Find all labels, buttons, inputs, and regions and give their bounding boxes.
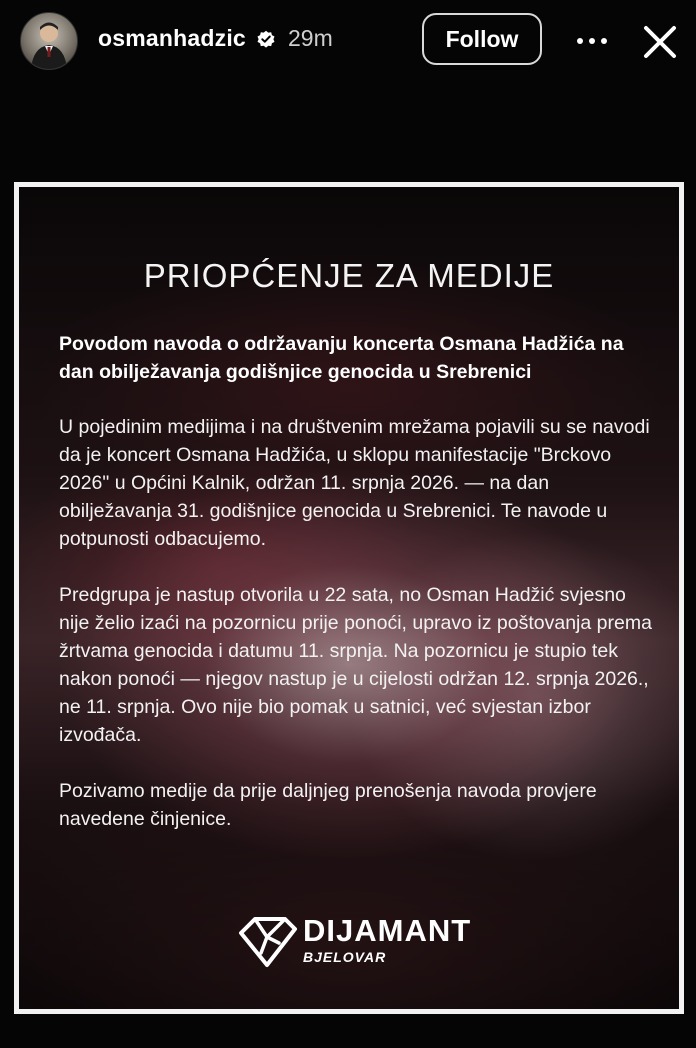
avatar-portrait-icon	[21, 13, 77, 69]
press-release-paragraph: Predgrupa je nastup otvorila u 22 sata, no Osman Hadžić svjesno nije želio izaći na pozornicu prije ponoći, upravo iz poštovanja prema žrtvama genocida i datumu 11. srpnja. Na pozornicu je stupio tek nakon ponoći — njegov nastup je u cijelosti održan 12. srpnja 2026., ne 11. srpnja. Ovo nije bio pomak u satnici, već svjestan izbor izvođača.	[59, 584, 652, 746]
brand-name: DIJAMANT	[303, 913, 472, 948]
press-release-subtitle: Povodom navoda o održavanju koncerta Osmana Hadžića na dan obilježavanja godišnjice genocida u Srebrenici	[59, 333, 624, 383]
close-icon[interactable]	[638, 20, 682, 64]
verified-badge-icon	[256, 29, 276, 49]
profile-avatar[interactable]	[20, 12, 78, 70]
press-release-title: PRIOPĆENJE ZA MEDIJE	[143, 257, 555, 294]
press-release-card	[14, 182, 684, 1014]
brand-signature	[237, 913, 477, 973]
more-options-icon[interactable]	[573, 26, 611, 56]
post-timestamp: 29m	[288, 25, 333, 51]
story-header	[0, 0, 696, 84]
press-release-paragraph: Pozivamo medije da prije daljnjeg prenošenja navoda provjere navedene činjenice.	[59, 780, 597, 830]
brand-city: BJELOVAR	[303, 949, 387, 965]
diamond-logo-icon	[237, 915, 299, 969]
username[interactable]: osmanhadzic	[98, 25, 246, 51]
press-release-paragraph: U pojedinim medijima i na društvenim mrežama pojavili su se navodi da je koncert Osmana Hadžića, u sklopu manifestacije "Brckovo 2026" u Općini Kalnik, održan 11. srpnja 2026. — na dan obilježavanja 31. godišnjice genocida u Srebrenici. Te navode u potpunosti odbacujemo.	[59, 416, 650, 550]
follow-button[interactable]: Follow	[422, 13, 542, 65]
